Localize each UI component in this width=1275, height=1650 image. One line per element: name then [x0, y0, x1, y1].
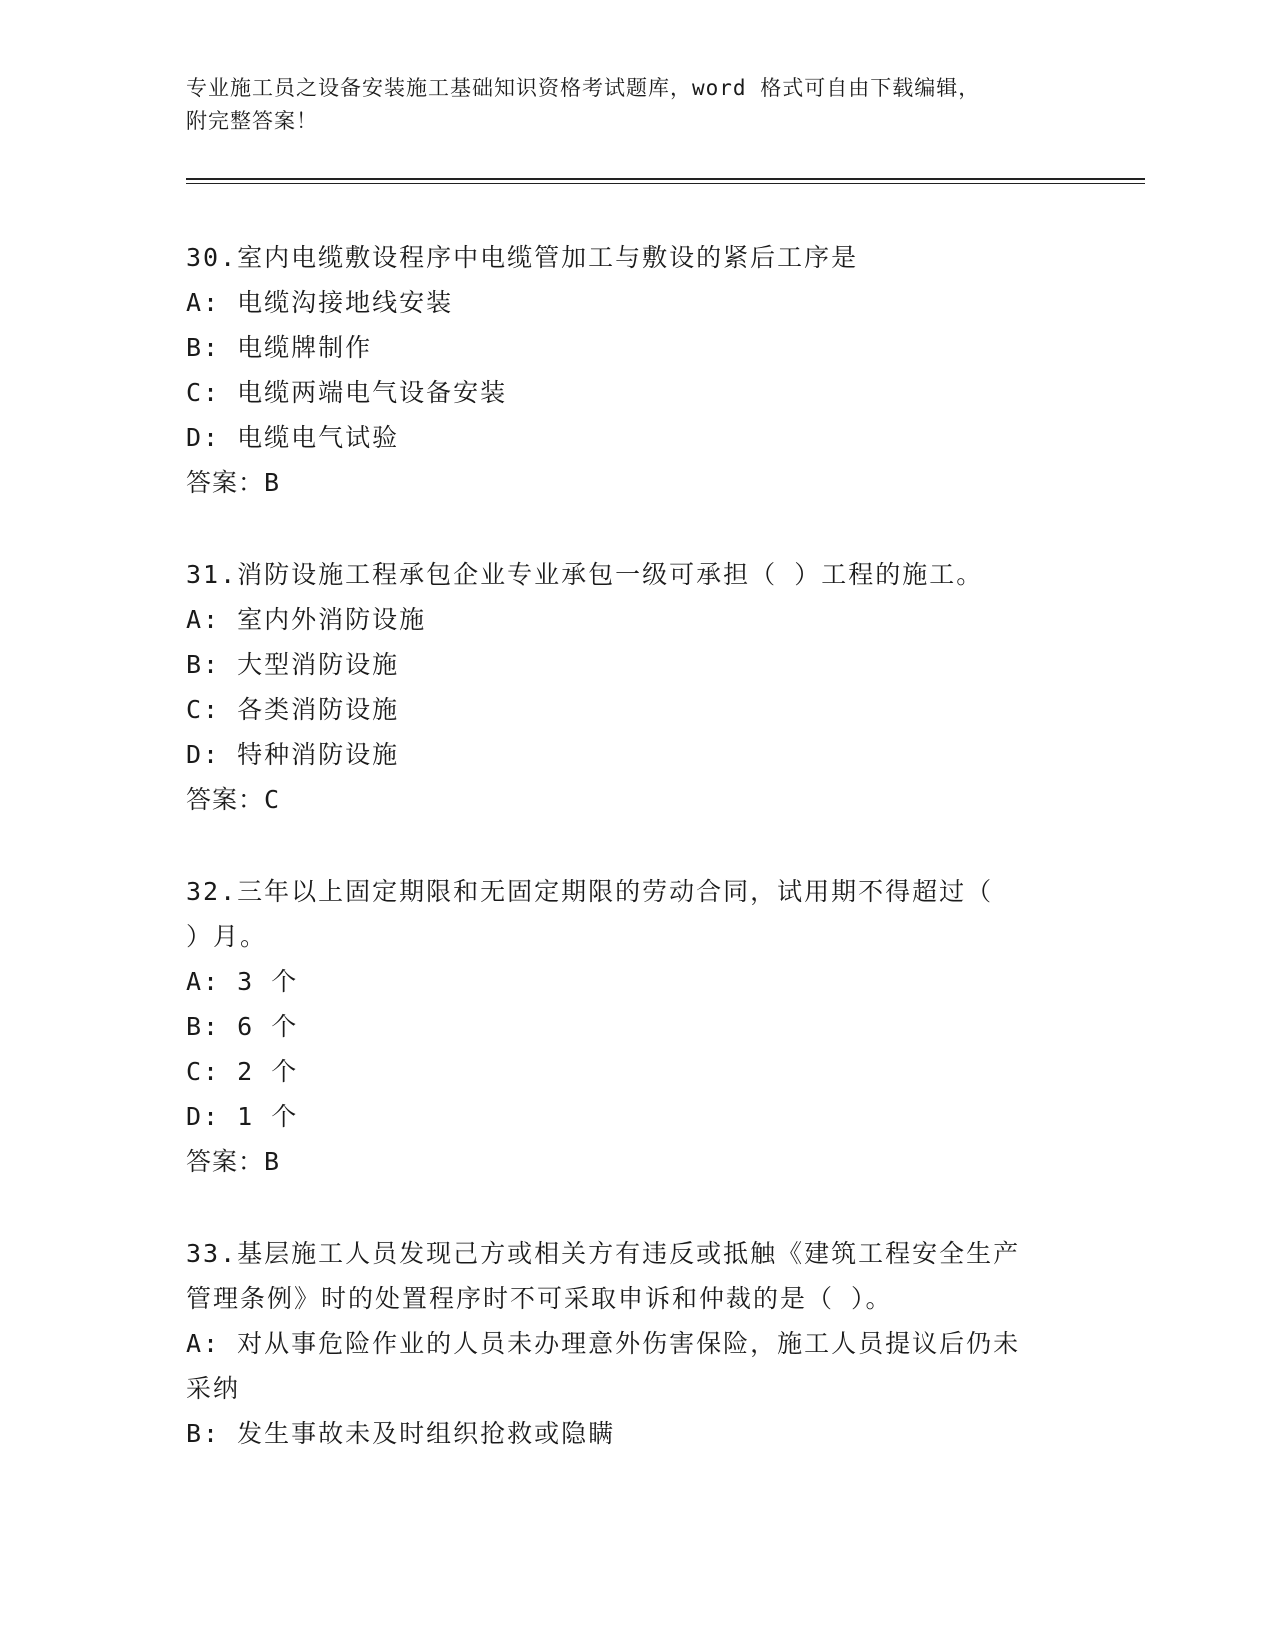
option-b: B: 6 个: [186, 1012, 299, 1041]
answer-label: 答案：B: [186, 468, 281, 497]
option-b: B: 发生事故未及时组织抢救或隐瞒: [186, 1419, 616, 1448]
option-a-line-2: 采纳: [186, 1374, 241, 1403]
option-b: B: 电缆牌制作: [186, 333, 373, 362]
answer-label: 答案：C: [186, 785, 281, 814]
question-text-line-2: ）月。: [186, 922, 268, 951]
option-b: B: 大型消防设施: [186, 650, 400, 679]
question-text-line-2: 管理条例》时的处置程序时不可采取申诉和仲裁的是（ ）。: [186, 1284, 893, 1313]
option-c: C: 各类消防设施: [186, 695, 400, 724]
question-31: [186, 552, 1086, 822]
question-30: [186, 235, 1086, 505]
option-d: D: 1 个: [186, 1102, 299, 1131]
option-c: C: 2 个: [186, 1057, 299, 1086]
option-a: A: 3 个: [186, 967, 299, 996]
header-line-1: 专业施工员之设备安装施工基础知识资格考试题库，word 格式可自由下载编辑，: [186, 76, 981, 100]
question-list: [186, 235, 1086, 1456]
question-33: [186, 1231, 1086, 1456]
question-text: 30.室内电缆敷设程序中电缆管加工与敷设的紧后工序是: [186, 243, 859, 272]
option-a: A: 电缆沟接地线安装: [186, 288, 454, 317]
header-divider: [186, 178, 1145, 180]
option-a-line-1: A: 对从事危险作业的人员未办理意外伤害保险，施工人员提议后仍未: [186, 1329, 1021, 1358]
question-text: 31.消防设施工程承包企业专业承包一级可承担（ ）工程的施工。: [186, 560, 984, 589]
question-32: [186, 869, 1086, 1184]
answer-label: 答案：B: [186, 1147, 281, 1176]
header-divider-thin: [186, 183, 1145, 184]
option-c: C: 电缆两端电气设备安装: [186, 378, 508, 407]
option-a: A: 室内外消防设施: [186, 605, 427, 634]
question-text-line-1: 32.三年以上固定期限和无固定期限的劳动合同，试用期不得超过（: [186, 877, 994, 906]
option-d: D: 特种消防设施: [186, 740, 400, 769]
header-line-2: 附完整答案！: [186, 109, 318, 133]
question-text-line-1: 33.基层施工人员发现己方或相关方有违反或抵触《建筑工程安全生产: [186, 1239, 1021, 1268]
document-header: [186, 72, 1086, 138]
option-d: D: 电缆电气试验: [186, 423, 400, 452]
